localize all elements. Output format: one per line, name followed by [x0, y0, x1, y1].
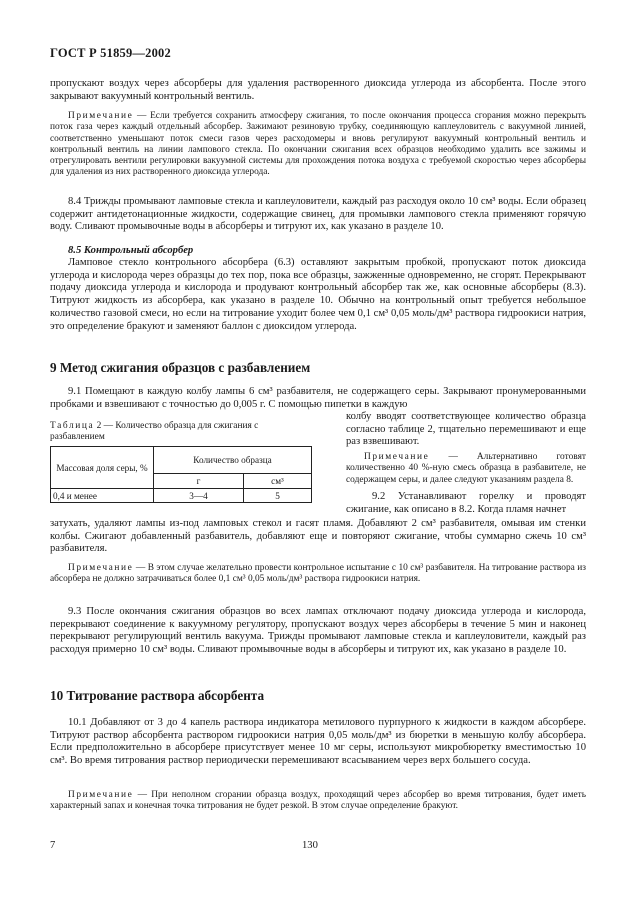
note-text: — Если требуется сохранить атмосферу сжигания, то после окончания процесса сгорания можно перекрыть поток газа через каждый отдельный абсорбер. Зажимают резиновую трубку, соединяющую каплеуловитель с вакуумной линией, соответственно уменьшают поток смеси газов через расходомеры и вновь регулируют вакуумный контрольный вентиль и контрольный вентиль на линии лампового стекла. По окончании сжигания всех образцов необходимо удалить все зажимы и отрегулировать вентили регулировки вакуумной системы для прохождения потока воздуха с требуемой скоростью через абсорберы для удаления из них растворенного диоксида углерода. [50, 111, 586, 178]
note-3 [50, 563, 586, 586]
table-cell-cm3: 5 [243, 489, 311, 503]
table-caption-label: Таблица [50, 421, 95, 431]
table-row [51, 489, 312, 503]
table-2-caption [50, 421, 312, 444]
subsection-8-5-title: 8.5 Контрольный абсорбер [68, 245, 194, 256]
paragraph-continuation: пропускают воздух через абсорберы для удаления растворенного диоксида углерода из абсорбента. После этого закрывают вакуумный контрольный вентиль. [50, 78, 586, 102]
paragraph-9-2-continued: затухать, удаляют лампы из-под ламповых стекол и гасят пламя. Добавляют 2 см³ разбавителя, омывая им стенки колбы. Сжигают добавленный разбавитель, добавляют еще и повторяют сжигание, чтобы суммарно сжечь 10 см³ разбавителя. [50, 518, 586, 555]
section-10-title: 10 Титрование раствора абсорбента [50, 688, 265, 703]
note-label: Примечание [68, 111, 134, 121]
paragraph-10-1: 10.1 Добавляют от 3 до 4 капель раствора индикатора метилового пурпурного к жидкости в каждом абсорбере. Титруют раствор абсорбента раствором гидроокиси натрия 0,05 моль/дм³ из бюретки в меньшую колбу абсорбера. Если предположительно в абсорбере присутствует менее 10 мг серы, используют микробюретку вместимостью 10 см³. Во время титрования раствор периодически перемешивают всасыванием через верх большего сосуда. [50, 717, 586, 767]
note-text: — Альтернативно готовят количественно 40 %-ную смесь образца в разбавителе, не содержащем серы, и далее следуют указаниям раздела 8. [346, 452, 586, 485]
note-2 [346, 452, 586, 486]
note-label: Примечание [68, 790, 134, 800]
paragraph-9-1: 9.1 Помещают в каждую колбу лампы 6 см³ разбавителя, не содержащего серы. Закрывают пронумерованными пробками и взвешивают с точностью до 0,005 г. С помощью пипетки в каждую [50, 386, 586, 410]
note-4 [50, 790, 586, 813]
table-header-mass: Массовая доля серы, % [51, 447, 154, 489]
standard-header: ГОСТ Р 51859—2002 [50, 46, 171, 60]
table-2 [50, 446, 312, 503]
table-header-unit-g: г [154, 474, 244, 489]
note-text: — При неполном сгорании образца воздух, проходящий через абсорбер во время титрования, будет иметь характерный запах и конечная точка титрования не будет резкой. В этом случае определение бракуют. [50, 790, 586, 812]
footer-left-number: 7 [50, 840, 56, 851]
table-header-amount: Количество образца [154, 447, 312, 474]
paragraph-8-5: Ламповое стекло контрольного абсорбера (6.3) оставляют закрытым пробкой, пропускают поток диоксида углерода и кислорода через образцы до тех пор, пока все образцы, зажженные одновременно, не сгорят. Перекрывают подачу диоксида углерода и кислорода и продувают контрольный абсорбер так же, как основные абсорберы (8.3). Титруют жидкость из абсорбера, как указано в разделе 10. Обычно на контрольный опыт требуется небольшое количество газовой смеси, но если на титрование уходит более чем 0,1 см³ 0,05 моль/дм³ раствора гидроокиси натрия, это определение бракуют и заменяют баллон с диоксидом углерода. [50, 257, 586, 332]
note-label: Примечание [364, 452, 430, 462]
paragraph-9-1-continued: колбу вводят соответствующее количество образца согласно таблице 2, тщательно перемешивают и еще раз взвешивают. [346, 411, 586, 448]
table-cell-g: 3—4 [154, 489, 244, 503]
paragraph-9-2: 9.2 Устанавливают горелку и проводят сжигание, как описано в 8.2. Когда пламя начнет [346, 491, 586, 515]
section-9-title: 9 Метод сжигания образцов с разбавлением [50, 360, 311, 375]
table-cell-mass: 0,4 и менее [51, 489, 154, 503]
paragraph-8-4: 8.4 Трижды промывают ламповые стекла и каплеуловители, каждый раз расходуя около 10 см³ воды. Если образец содержит антидетонационные жидкости, содержащие свинец, для промывки лампового стекла применяют горячую воду. Сливают промывочные воды в абсорберы и титруют их, как указано в разделе 10. [50, 196, 586, 233]
note-1 [50, 111, 586, 179]
page-number: 130 [302, 840, 318, 851]
paragraph-9-3: 9.3 После окончания сжигания образцов во всех лампах отключают подачу диоксида углерода и кислорода, перекрывают соединение к вакуумному регулятору, пропускают воздух через абсорберы в течение 5 мин и наконец перекрывают регулирующий вентиль вакуума. Трижды промывают ламповые стекла и каплеуловители, каждый раз расходуя примерно 10 см³ воды. Сливают промывочные воды в абсорберы и титруют их, как указано в разделе 10. [50, 606, 586, 656]
table-caption-text: 2 — Количество образца для сжигания с разбавлением [50, 421, 259, 443]
note-text: — В этом случае желательно провести контрольное испытание с 10 см³ разбавителя. На титрование раствора из абсорбера не должно затрачиваться более 0,1 см³ 0,05 моль/дм³ раствора гидроокиси натрия. [50, 563, 586, 585]
table-header-unit-cm3: см³ [243, 474, 311, 489]
note-label: Примечание [68, 563, 134, 573]
